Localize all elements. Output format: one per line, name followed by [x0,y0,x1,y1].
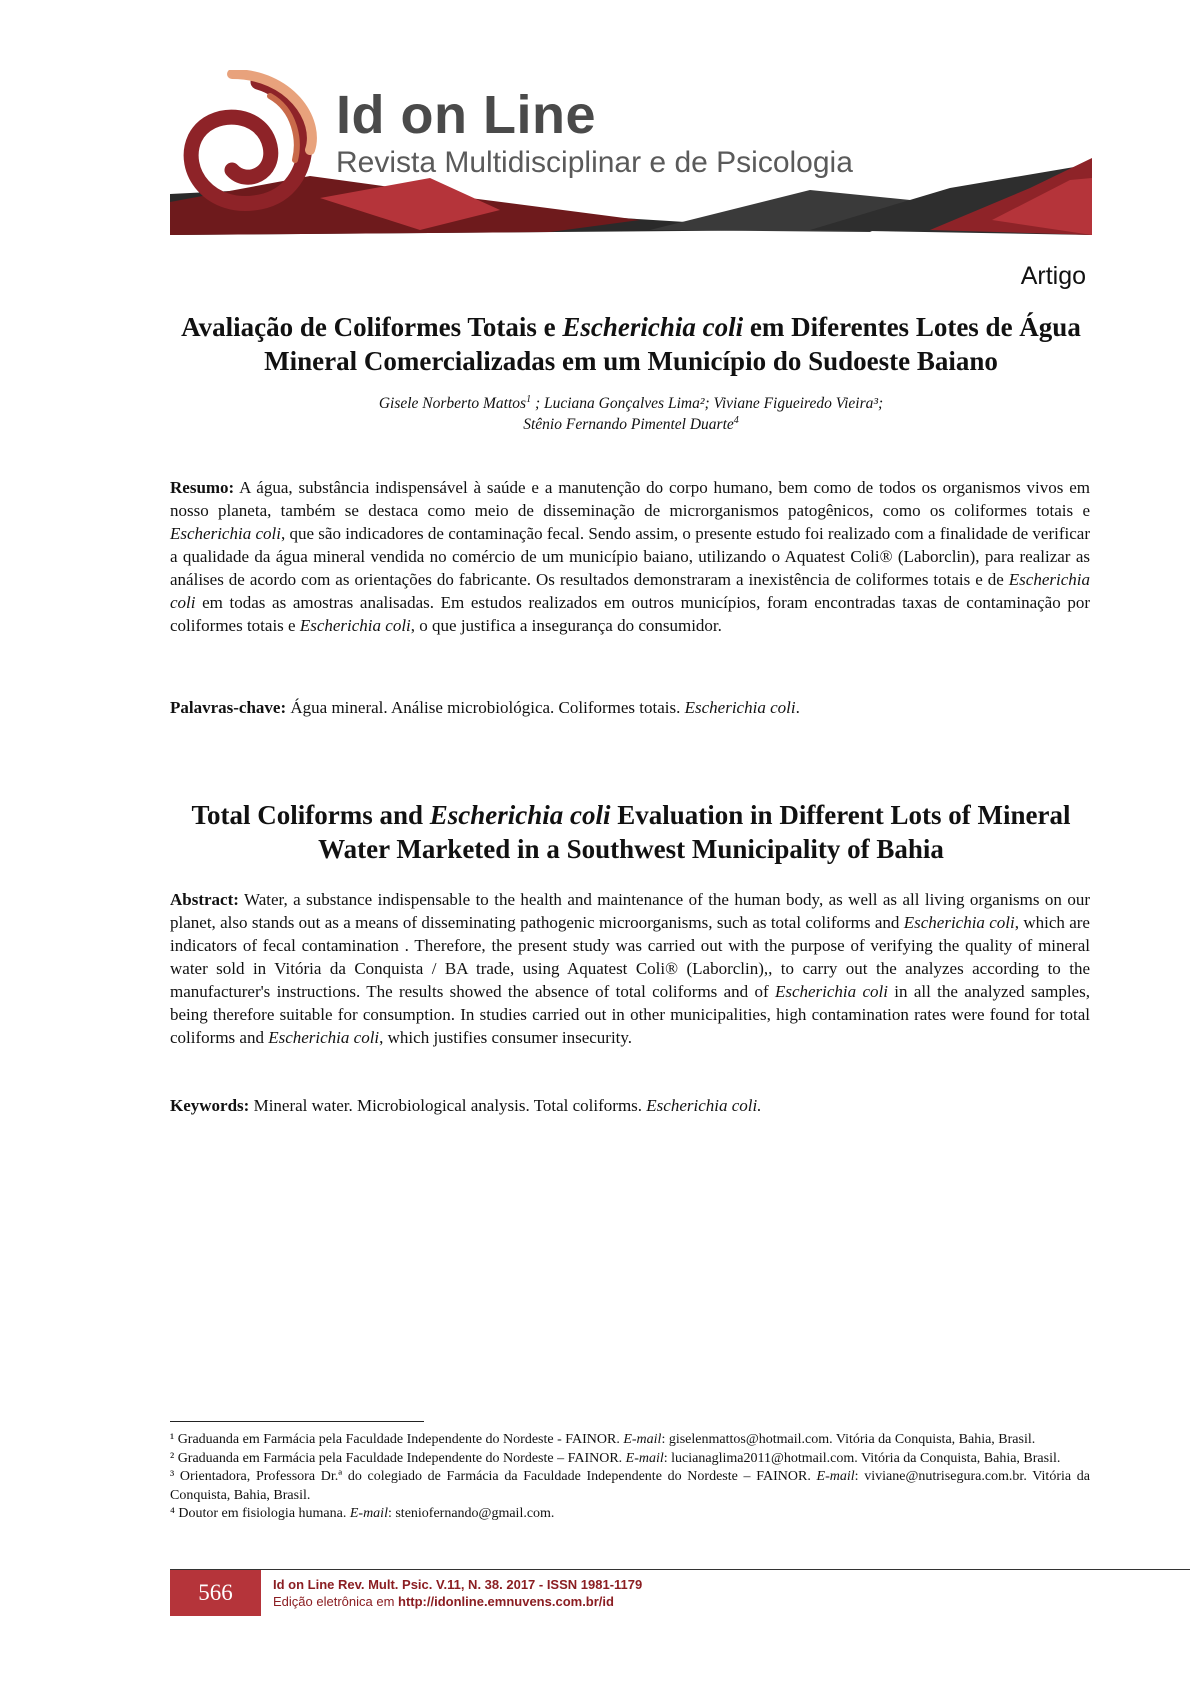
keywords-label: Keywords: [170,1096,250,1115]
title-pt-part1: Avaliação de Coliformes Totais e [181,312,563,342]
abstract-italic-1: Escherichia coli [903,913,1015,932]
title-portuguese [170,310,1092,378]
keywords-italic: Escherichia coli. [646,1096,762,1115]
footnote-2-email: : lucianaglima2011@hotmail.com. Vitória da Conquista, Bahia, Brasil. [663,1450,1061,1466]
resumo-paragraph [170,476,1090,637]
footer-edition-label: Edição eletrônica em [273,1594,399,1609]
footnote-2 [170,1450,1090,1469]
abstract-paragraph [170,888,1090,1049]
resumo-text-1: A água, substância indispensável à saúde e a manutenção do corpo humano, bem como de todos os organismos vivos em nosso planeta, também se destaca como meio de disseminação de microrganismos patogênicos, como os coliformes totais e [170,478,1090,520]
title-pt-part2: em Diferentes Lotes de Água Mineral Comercializadas em um Município do Sudoeste Baiano [264,312,1081,376]
authors-2-3: ; Luciana Gonçalves Lima²; Viviane Figueiredo Vieira³; [531,395,884,412]
author-1-sup: 1 [526,393,532,405]
title-english [170,798,1092,866]
footnote-3-text: ³ Orientadora, Professora Dr.ª do colegiado de Farmácia da Faculdade Independente do Nordeste – FAINOR. [170,1469,817,1484]
palavras-chave-italic: Escherichia coli [684,698,796,717]
footnote-1-email: : giselenmattos@hotmail.com. Vitória da Conquista, Bahia, Brasil. [661,1432,1036,1447]
footnote-1 [170,1431,1090,1450]
abstract-text-2: , which are indicators of fecal contamination . Therefore, the present study was carried out with the purpose of verifying the quality of mineral water sold in Vitória da Conquista / BA trade, using Aquatest Coli® (Laborclin),, to carry out the analyzes according to the manufacturer's instructions. The results showed the absence of total coliforms and of [170,913,1090,1001]
author-list [170,393,1092,435]
resumo-label: Resumo: [170,478,235,497]
abstract-text-3: in all the analyzed samples, being therefore suitable for consumption. In studies carried out in other municipalities, high contamination rates were found for total coliforms and [170,982,1090,1047]
resumo-italic-2: Escherichia coli [170,570,1090,612]
footnote-divider [170,1421,424,1422]
footnote-2-text: ² Graduanda em Farmácia pela Faculdade Independente do Nordeste – FAINOR. [170,1450,626,1466]
footnotes [170,1431,1090,1524]
resumo-text-2: , que são indicadores de contaminação fecal. Sendo assim, o presente estudo foi realizado com a finalidade de verificar a qualidade da água mineral vendida no comércio de um município baiano, utilizando o Aquatest Coli® (Laborclin), para realizar as análises de acordo com as orientações do fabricante. Os resultados demonstraram a inexistência de coliformes totais e de [170,524,1090,589]
spiral-logo-icon [191,74,312,204]
resumo-italic-3: Escherichia coli [299,616,411,635]
keywords [170,1094,1090,1117]
author-4: Stênio Fernando Pimentel Duarte [523,416,734,433]
footer-citation [273,1576,642,1610]
palavras-chave-end: . [795,698,800,717]
section-label: Artigo [1020,262,1086,290]
title-en-part1: Total Coliforms and [191,800,430,830]
journal-banner [170,70,1092,240]
abstract-italic-3: Escherichia coli [268,1028,380,1047]
footnote-3-email: : viviane@nutrisegura.com.br. Vitória da Conquista, Bahia, Brasil. [170,1469,1091,1503]
footnote-4 [170,1505,1090,1524]
palavras-chave-text: Água mineral. Análise microbiológica. Coliformes totais. [286,698,685,717]
footnote-4-email: : steniofernando@gmail.com. [387,1506,555,1521]
author-1: Gisele Norberto Mattos [378,395,527,412]
palavras-chave [170,696,1090,719]
title-en-part2: Evaluation in Different Lots of Mineral Water Marketed in a Southwest Municipality of Bahia [318,800,1071,864]
footer-divider [170,1569,1190,1570]
footnote-3 [170,1468,1090,1505]
abstract-text-4: , which justifies consumer insecurity. [379,1028,633,1047]
footnote-1-text: ¹ Graduanda em Farmácia pela Faculdade Independente do Nordeste - FAINOR. [170,1432,624,1447]
footnote-1-email-label: E-mail [623,1432,662,1447]
footnote-2-email-label: E-mail [625,1450,664,1466]
title-en-italic: Escherichia coli [429,800,611,830]
journal-name: Id on Line [336,85,596,145]
resumo-text-3: em todas as amostras analisadas. Em estudos realizados em outros municípios, foram encontradas taxas de contaminação por coliformes totais e [170,593,1090,635]
footnote-3-email-label: E-mail [816,1469,855,1484]
abstract-text-1: Water, a substance indispensable to the health and maintenance of the human body, as well as all living organisms on our planet, also stands out as a means of disseminating pathogenic microorganisms, such as total coliforms and [170,890,1090,932]
title-pt-italic: Escherichia coli [562,312,744,342]
footnote-4-text: ⁴ Doutor em fisiologia humana. [170,1506,350,1521]
abstract-label: Abstract: [170,890,239,909]
footnote-4-email-label: E-mail [349,1506,388,1521]
footer-url-link[interactable]: http://idonline.emnuvens.com.br/id [398,1594,614,1609]
keywords-text: Mineral water. Microbiological analysis. Total coliforms. [249,1096,647,1115]
footer-citation-line: Id on Line Rev. Mult. Psic. V.11, N. 38. 2017 - ISSN 1981-1179 [273,1577,643,1592]
resumo-italic-1: Escherichia coli [170,524,281,543]
abstract-italic-2: Escherichia coli [774,982,888,1001]
resumo-text-4: , o que justifica a insegurança do consumidor. [410,616,722,635]
page-number: 566 [170,1570,261,1616]
author-4-sup: 4 [733,414,739,426]
journal-subtitle: Revista Multidisciplinar e de Psicologia [336,146,853,179]
footer-edition-line [273,1593,642,1610]
palavras-chave-label: Palavras-chave: [170,698,287,717]
